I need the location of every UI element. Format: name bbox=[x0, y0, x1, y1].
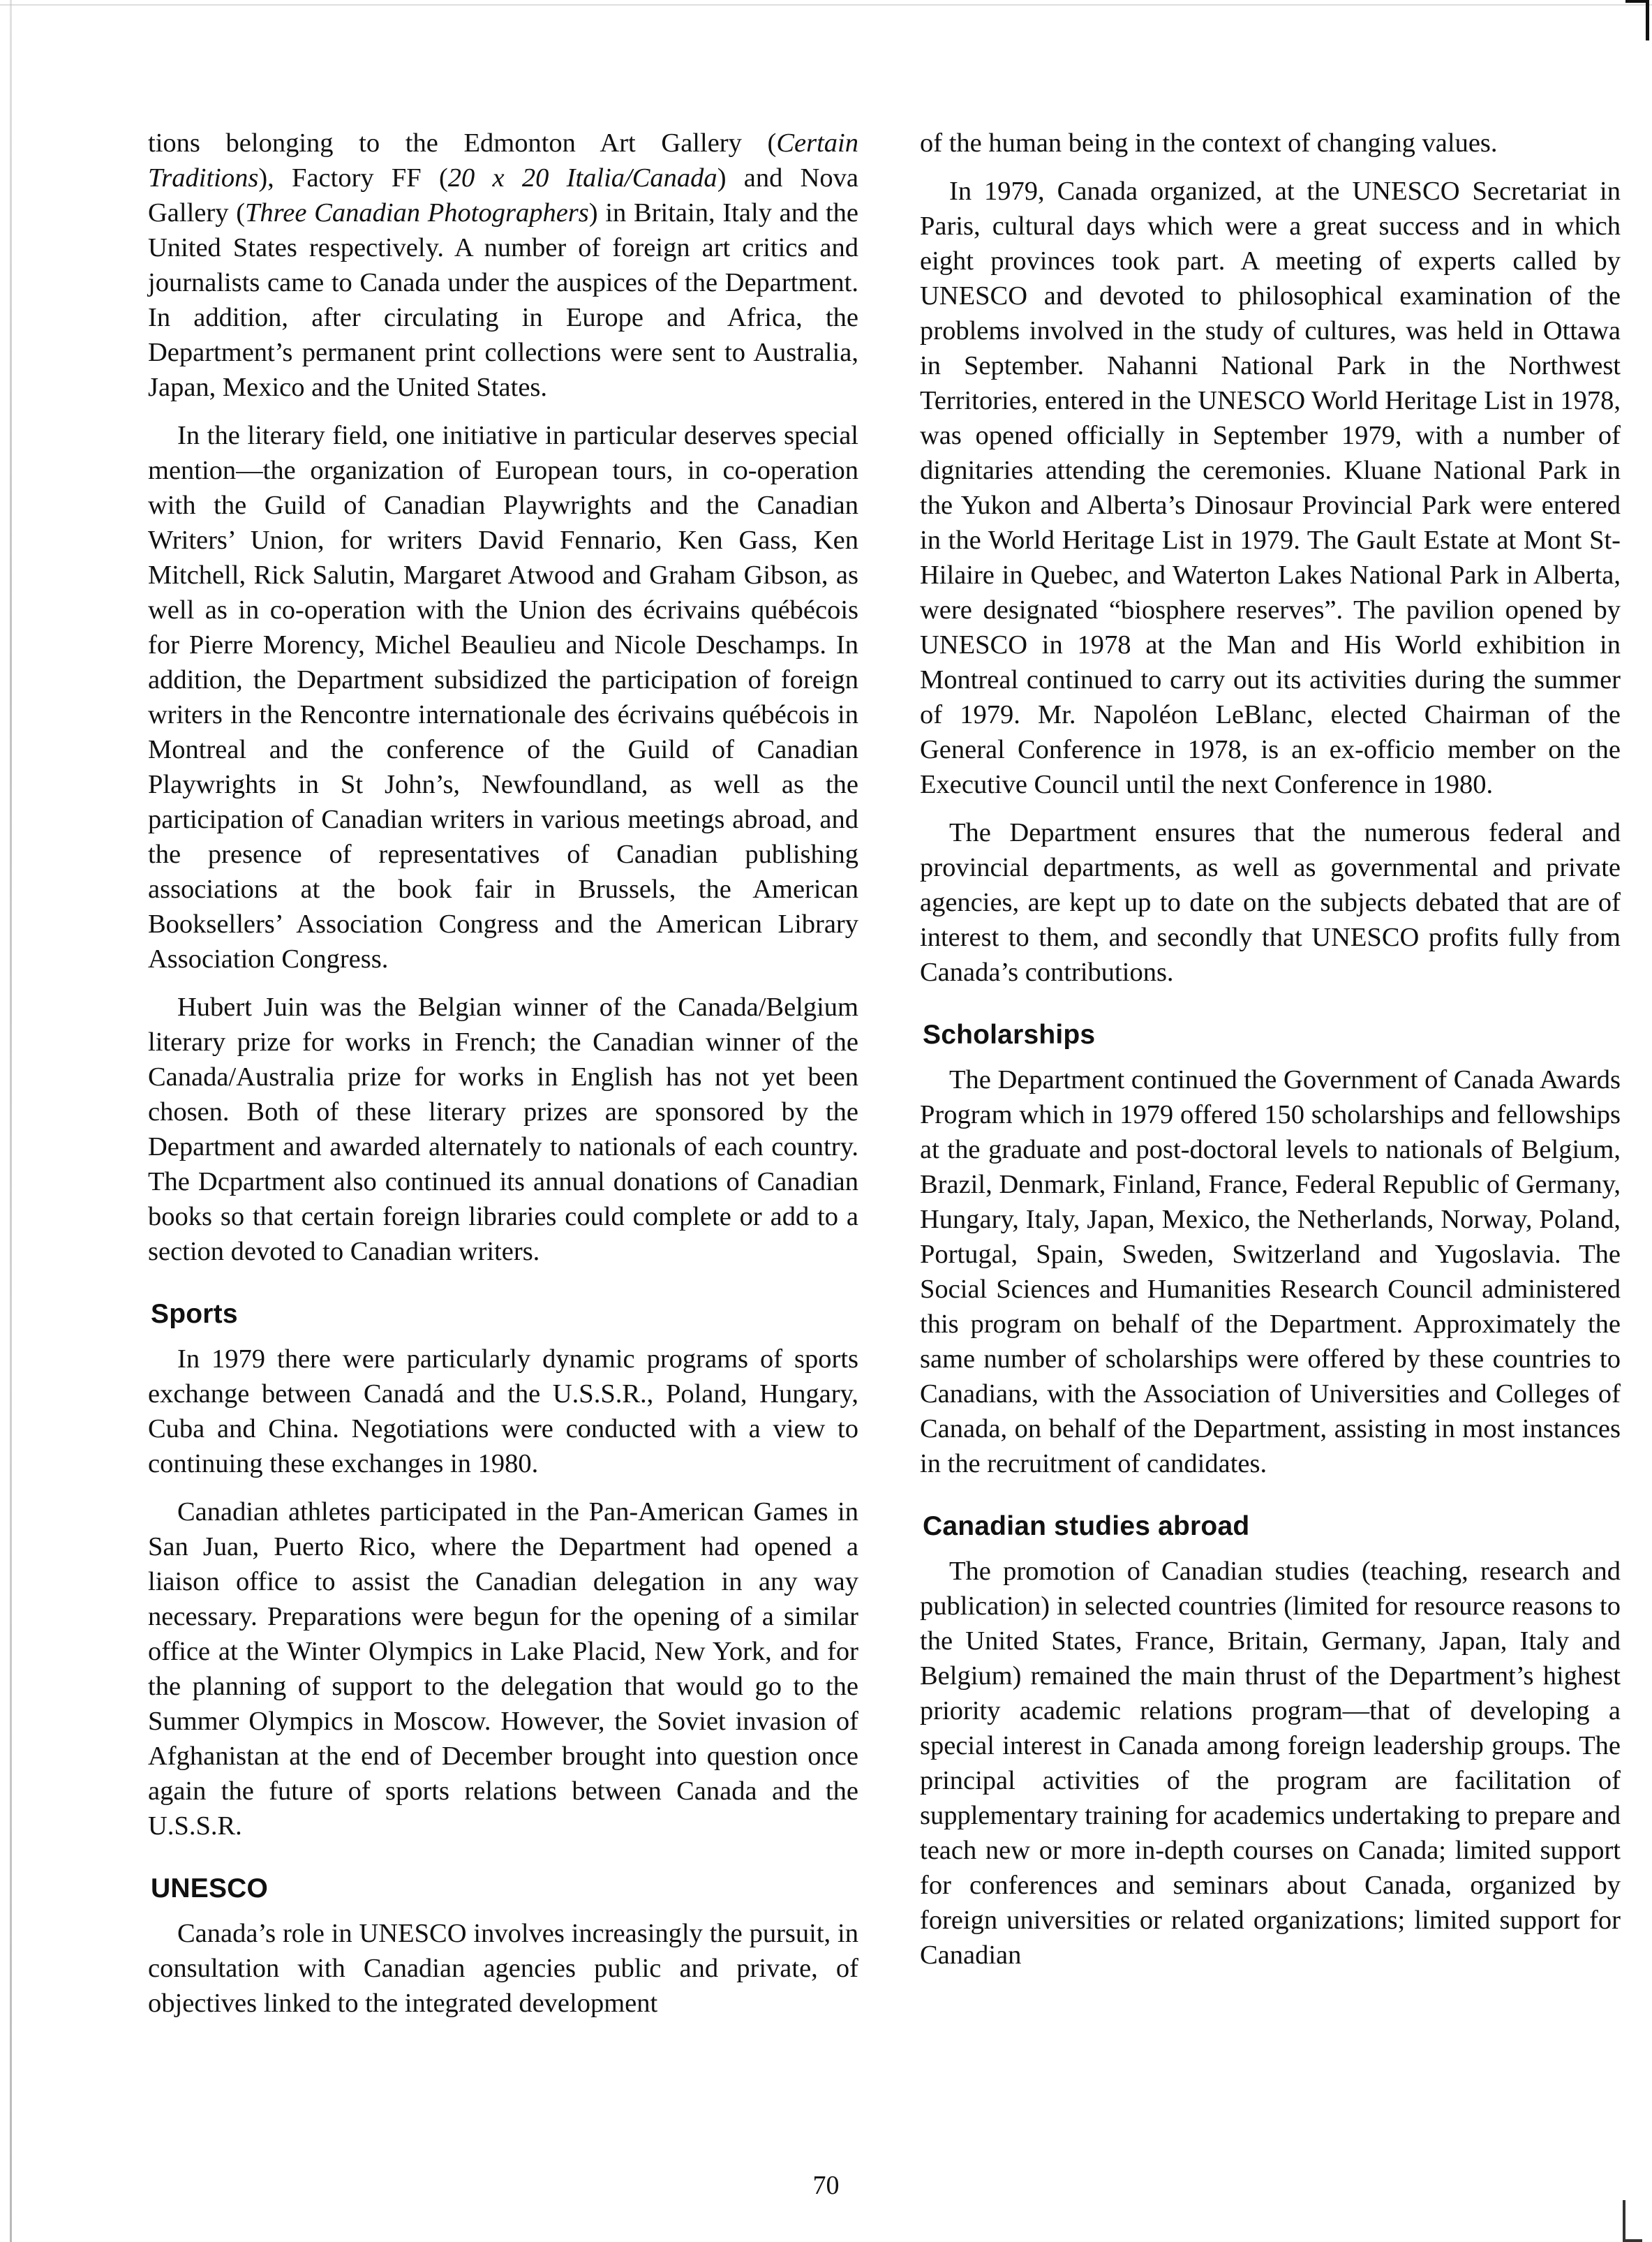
paragraph-pan-american-games: Canadian athletes participated in the Pan-American Games in San Juan, Puerto Rico, where the Department had opened a liaison office to assist the Canadian delegation in any way necessary. Preparations were begun for the opening of a similar office at the Winter Olympics in Lake Placid, New York, and for the planning of support to the delegation that would go to the Summer Olympics in Moscow. However, the Soviet invasion of Afghanistan at the end of December brought into question once again the future of sports relations between Canada and the U.S.S.R. bbox=[148, 1497, 858, 1841]
paragraph-unesco-department: The Department ensures that the numerous federal and provincial departments, as well as governmental and private agencies, are kept up to date on the subjects debated that are of interest to them, and secondly that UNESCO profits fully from Canada’s contributions. bbox=[920, 818, 1621, 987]
para1-text-g: ) in Britain, Italy and the United States respectively. A number of foreign art critics and journalists came to Canada under the auspices of the Department. In addition, after circulating in Europe and Africa, the Department’s permanent print collections were sent to Australia, Japan, Mexico and the United States. bbox=[148, 198, 858, 402]
page-number: 70 bbox=[812, 2171, 840, 2200]
heading-scholarships: Scholarships bbox=[923, 1020, 1096, 1050]
paragraph-literary-field: In the literary field, one initiative in particular deserves special mention—the organization of European tours, in co-operation with the Guild of Canadian Playwrights and the Canadian Writers’ Union, for writers David Fennario, Ken Gass, Ken Mitchell, Rick Salutin, Margaret Atwood and Graham Gibson, as well as in co-operation with the Union des écrivains québécois for Pierre Morency, Michel Beaulieu and Nicole Deschamps. In addition, the Department subsidized the participation of foreign writers in the Rencontre internationale des écrivains québécois in Montreal and the conference of the Guild of Canadian Playwrights in St John’s, Newfoundland, as well as the participation of Canadian writers in various meetings abroad, and the presence of representatives of Canadian publishing associations at the book fair in Brussels, the American Booksellers’ Association Congress and the American Library Association Congress. bbox=[148, 421, 858, 974]
paragraph-sports-exchange: In 1979 there were particularly dynamic programs of sports exchange between Canadá and the U.S.S.R., Poland, Hungary, Cuba and China. Negotiations were conducted with a view to continuing these exchanges in 1980. bbox=[148, 1344, 858, 1478]
heading-unesco: UNESCO bbox=[151, 1873, 269, 1903]
paragraph-literary-prizes: Hubert Juin was the Belgian winner of the Canada/Belgium literary prize for works in French; the Canadian winner of the Canada/Australia prize for works in English has not yet been chosen. Both of these literary prizes are sponsored by the Department and awarded alternately to nationals of each country. The Dcpartment also continued its annual donations of Canadian books so that certain foreign libraries could complete or add to a section devoted to Canadian writers. bbox=[148, 993, 858, 1266]
scan-edge-left bbox=[10, 0, 12, 2242]
paragraph-unesco-role: Canada’s role in UNESCO involves increasingly the pursuit, in consultation with Canadian agencies public and private, of objectives linked to the integrated development bbox=[148, 1919, 858, 2018]
paragraph-canadian-studies: The promotion of Canadian studies (teaching, research and publication) in selected countries (limited for resource reasons to the United States, France, Britain, Germany, Japan, Italy and Belgium) remained the main thrust of the Department’s highest priority academic relations program—that of developing a special interest in Canada among foreign leadership groups. The principal activities of the program are facilitation of supplementary training for academics undertaking to prepare and teach new or more in-depth courses on Canada; limited support for conferences and seminars about Canada, organized by foreign universities or related organizations; limited support for Canadian bbox=[920, 1557, 1621, 1970]
heading-sports: Sports bbox=[151, 1299, 238, 1329]
para1-text-c: ), Factory FF ( bbox=[258, 163, 448, 193]
para1-title-certain-traditions: Certain Traditions bbox=[148, 128, 858, 193]
para1-title-photographers: Three Canadian Photographers bbox=[245, 198, 589, 228]
left-column bbox=[148, 126, 858, 2034]
para1-text-e: ) and Nova Gallery ( bbox=[148, 163, 858, 228]
crop-mark-bottom-right bbox=[1623, 2200, 1642, 2242]
scan-edge-top bbox=[0, 4, 1652, 6]
paragraph-unesco-cultural-days: In 1979, Canada organized, at the UNESCO Secretariat in Paris, cultural days which were a great success and in which eight provinces took part. A meeting of experts called by UNESCO and devoted to philosophical examination of the problems involved in the study of cultures, was held in Ottawa in September. Nahanni National Park in the Northwest Territories, entered in the UNESCO World Heritage List in 1978, was opened officially in September 1979, with a number of dignitaries attending the ceremonies. Kluane National Park in the Yukon and Alberta’s Dinosaur Provincial Park were entered in the World Heritage List in 1979. The Gault Estate at Mont St-Hilaire in Quebec, and Waterton Lakes National Park in Alberta, were designated “biosphere reserves”. The pavilion opened by UNESCO in 1978 at the Man and His World exhibition in Montreal continued to carry out its activities during the summer of 1979. Mr. Napoléon LeBlanc, elected Chairman of the General Conference in 1978, is an ex-officio member on the Executive Council until the next Conference in 1980. bbox=[920, 177, 1621, 799]
para1-title-italia-canada: 20 x 20 Italia/Canada bbox=[447, 163, 717, 193]
right-column bbox=[920, 126, 1621, 1986]
paragraph-scholarships: The Department continued the Government of Canada Awards Program which in 1979 offered 150 scholarships and fellowships at the graduate and post-doctoral levels to nationals of Belgium, Brazil, Denmark, Finland, France, Federal Republic of Germany, Hungary, Italy, Japan, Mexico, the Netherlands, Norway, Poland, Portugal, Spain, Sweden, Switzerland and Yugoslavia. The Social Sciences and Humanities Research Council administered this program on behalf of the Department. Approximately the same number of scholarships were offered by these countries to Canadians, with the Association of Universities and Colleges of Canada, on behalf of the Department, assisting in most instances in the recruitment of candidates. bbox=[920, 1065, 1621, 1478]
heading-canadian-studies-abroad: Canadian studies abroad bbox=[923, 1511, 1250, 1541]
paragraph-art-exhibitions bbox=[148, 126, 858, 405]
paragraph-unesco-continued: of the human being in the context of changing values. bbox=[920, 128, 1498, 158]
para1-text-a: tions belonging to the Edmonton Art Gallery ( bbox=[148, 128, 777, 158]
crop-mark-top-right bbox=[1625, 0, 1649, 40]
